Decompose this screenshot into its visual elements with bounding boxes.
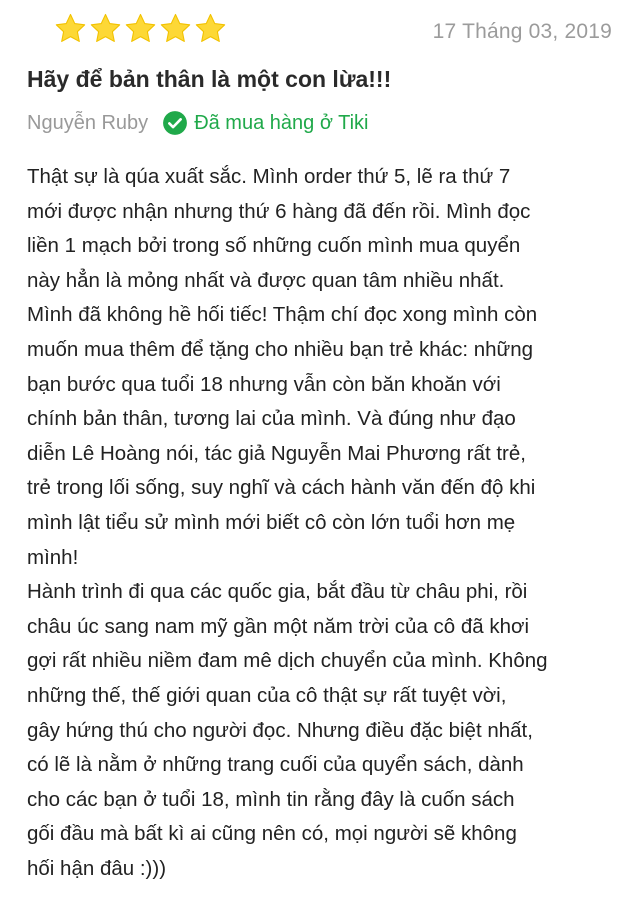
verified-label: Đã mua hàng ở Tiki	[194, 111, 369, 134]
review-body: Thật sự là qúa xuất sắc. Mình order thứ 5, lẽ ra thứ 7 mới được nhận nhưng thứ 6 hàng đã đến rồi. Mình đọc liền 1 mạch bởi trong số những cuốn mình mua quyển này hẳn là mỏng nhất và được quan tâm nhiều nhất. Mình đã không hề hối tiếc! Thậm chí đọc xong mình còn muốn mua thêm để tặng cho nhiều bạn trẻ khác: những bạn bước qua tuổi 18 nhưng vẫn còn băn khoăn với chính bản thân, tương lai của mình. Và đúng như đạo diễn Lê Hoàng nói, tác giả Nguyễn Mai Phương rất trẻ, trẻ trong lối sống, suy nghĩ và cách hành văn đến độ khi mình lật tiểu sử mình mới biết cô còn lớn tuổi hơn mẹ mình! Hành trình đi qua các quốc gia, bắt đầu từ châu phi, rồi châu úc sang nam mỹ gần một năm trời của cô đã khơi gợi rất nhiều niềm đam mê dịch chuyển của mình. Không những thế, thế giới quan của cô thật sự rất tuyệt vời, gây hứng thú cho người đọc. Nhưng điều đặc biệt nhất, có lẽ là nằm ở những trang cuối của quyển sách, dành cho các bạn ở tuổi 18, mình tin rằng đây là cuốn sách gối đầu mà bất kì ai cũng nên có, mọi người sẽ không hối hận đâu :)))	[27, 165, 548, 880]
author-name[interactable]: Nguyễn Ruby	[27, 111, 149, 134]
star-icon	[54, 12, 87, 45]
rating-stars	[54, 12, 227, 45]
star-icon	[124, 12, 157, 45]
verified-purchase-badge	[162, 110, 368, 136]
check-circle-icon	[162, 110, 188, 136]
review-meta	[27, 110, 369, 136]
review-header	[27, 0, 614, 62]
review-title: Hãy để bản thân là một con lừa!!!	[27, 66, 392, 92]
star-icon	[159, 12, 192, 45]
star-icon	[194, 12, 227, 45]
star-icon	[89, 12, 122, 45]
review-date: 17 Tháng 03, 2019	[432, 20, 612, 43]
